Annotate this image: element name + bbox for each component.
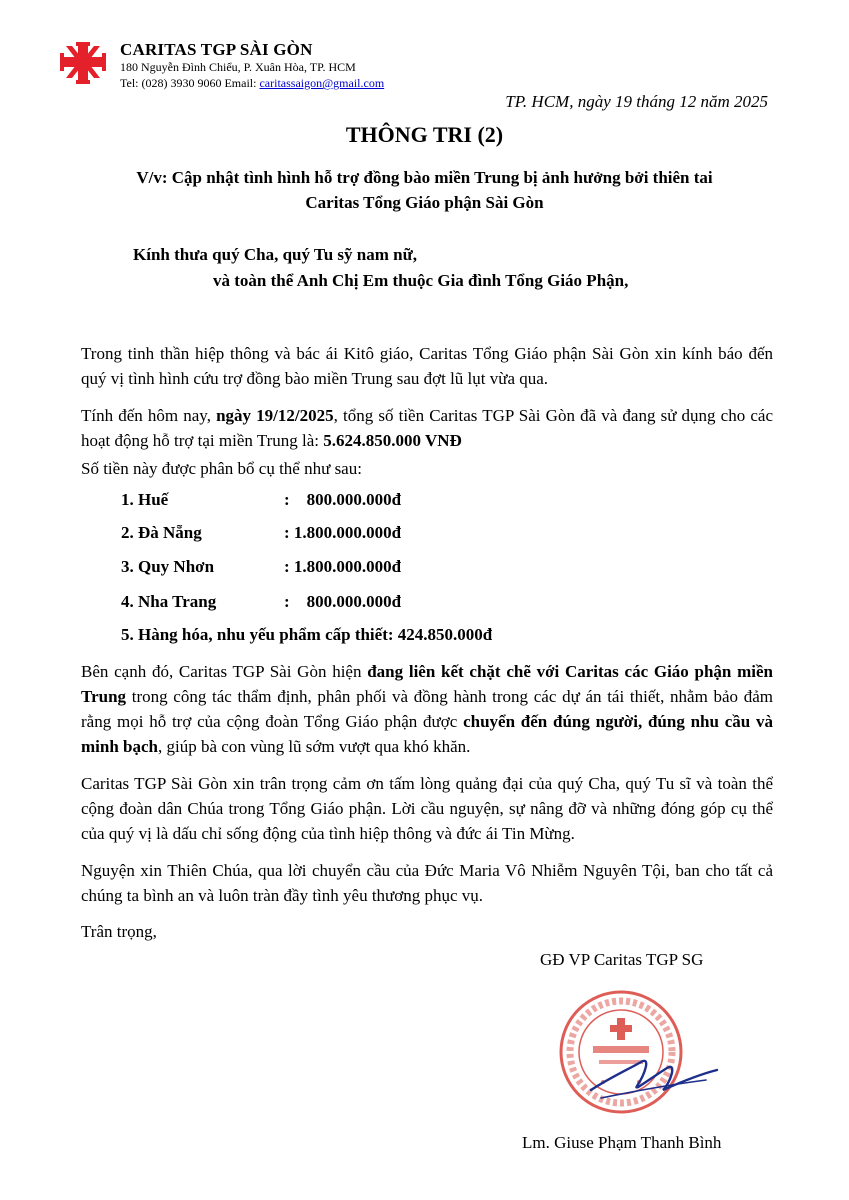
partner-bold-2: chuyển đến đúng người, đúng nhu cầu và minh bạch	[81, 712, 773, 756]
closing-line	[81, 919, 773, 944]
allocation-amount: : 1.800.000.000đ	[284, 523, 402, 542]
organization-address: 180 Nguyễn Đình Chiểu, P. Xuân Hòa, TP. HCM	[120, 60, 356, 74]
partner-text-b: trong công tác thẩm định, phân phối và đồng hành trong các dự án tái thiết, nhằm bảo đảm rằng mọi hỗ trợ của cộng đoàn Tổng Giáo phận được	[81, 687, 773, 731]
subject-line-2: Caritas Tổng Giáo phận Sài Gòn	[305, 193, 544, 212]
total-text-b: , tổng số tiền Caritas TGP Sài Gòn đã và đang sử dụng cho các hoạt động hỗ trợ tại miền Trung là:	[81, 406, 773, 450]
allocation-amount: : 800.000.000đ	[284, 490, 402, 509]
closing-text: Trân trọng,	[81, 922, 157, 941]
total-date: ngày 19/12/2025	[216, 406, 334, 425]
allocation-amount: : 800.000.000đ	[284, 592, 402, 611]
organization-contact	[120, 76, 384, 91]
document-subject	[0, 165, 849, 215]
subject-line-1: V/v: Cập nhật tình hình hỗ trợ đồng bào miền Trung bị ảnh hưởng bởi thiên tai	[136, 168, 713, 187]
intro-text: Trong tinh thần hiệp thông và bác ái Kitô giáo, Caritas Tổng Giáo phận Sài Gòn xin kính báo đến quý vị tình hình cứu trợ đồng bào miền Trung sau đợt lũ lụt vừa qua.	[81, 344, 773, 388]
partner-bold-1: đang liên kết chặt chẽ với Caritas các Giáo phận miền Trung	[81, 662, 774, 706]
allocation-name: 3. Quy Nhơn	[121, 557, 215, 576]
allocation-intro-text: Số tiền này được phân bổ cụ thể như sau:	[81, 459, 362, 478]
allocation-name: 4. Nha Trang	[121, 592, 217, 611]
signer-name: Lm. Giuse Phạm Thanh Bình	[522, 1133, 722, 1152]
contact-phone: Tel: (028) 3930 9060 Email:	[120, 76, 260, 90]
total-amount: 5.624.850.000 VNĐ	[323, 431, 462, 450]
email-link[interactable]: caritassaigon@gmail.com	[259, 76, 385, 90]
allocation-intro	[81, 456, 773, 481]
document-date: TP. HCM, ngày 19 tháng 12 năm 2025	[505, 92, 768, 111]
partner-text-c: , giúp bà con vùng lũ sớm vượt qua khó khăn.	[158, 737, 471, 756]
allocation-name: 5. Hàng hóa, nhu yếu phẩm cấp thiết: 424.850.000đ	[121, 625, 493, 644]
prayer-paragraph	[81, 858, 773, 908]
thanks-paragraph	[81, 771, 773, 846]
total-paragraph	[81, 403, 773, 453]
prayer-text: Nguyện xin Thiên Chúa, qua lời chuyển cầu của Đức Maria Vô Nhiễm Nguyên Tội, ban cho tất cả chúng ta bình an và luôn tràn đầy tình yêu thương phục vụ.	[81, 861, 773, 905]
salutation-line-1: Kính thưa quý Cha, quý Tu sỹ nam nữ,	[133, 245, 418, 264]
partner-text-a: Bên cạnh đó, Caritas TGP Sài Gòn hiện	[81, 662, 368, 681]
organization-name: CARITAS TGP SÀI GÒN	[120, 40, 313, 59]
allocation-name: 1. Huế	[121, 490, 169, 509]
signature-title: GĐ VP Caritas TGP SG	[540, 950, 704, 969]
allocation-name: 2. Đà Nẵng	[121, 523, 202, 542]
partnership-paragraph	[81, 659, 773, 759]
salutation-line-2: và toàn thể Anh Chị Em thuộc Gia đình Tổng Giáo Phận,	[213, 271, 629, 290]
document-title: THÔNG TRI (2)	[345, 122, 504, 147]
caritas-logo-icon	[58, 42, 108, 94]
thanks-text: Caritas TGP Sài Gòn xin trân trọng cảm ơn tấm lòng quảng đại của quý Cha, quý Tu sĩ và toàn thể cộng đoàn dân Chúa trong Tổng Giáo phận. Lời cầu nguyện, sự nâng đỡ và những đóng góp cụ thể của quý vị là dấu chỉ sống động của tình hiệp thông và đức ái Tin Mừng.	[81, 774, 773, 843]
allocation-amount: : 1.800.000.000đ	[284, 557, 402, 576]
official-stamp-with-signature	[541, 982, 723, 1124]
intro-paragraph	[81, 341, 773, 391]
total-text-a: Tính đến hôm nay,	[81, 406, 217, 425]
